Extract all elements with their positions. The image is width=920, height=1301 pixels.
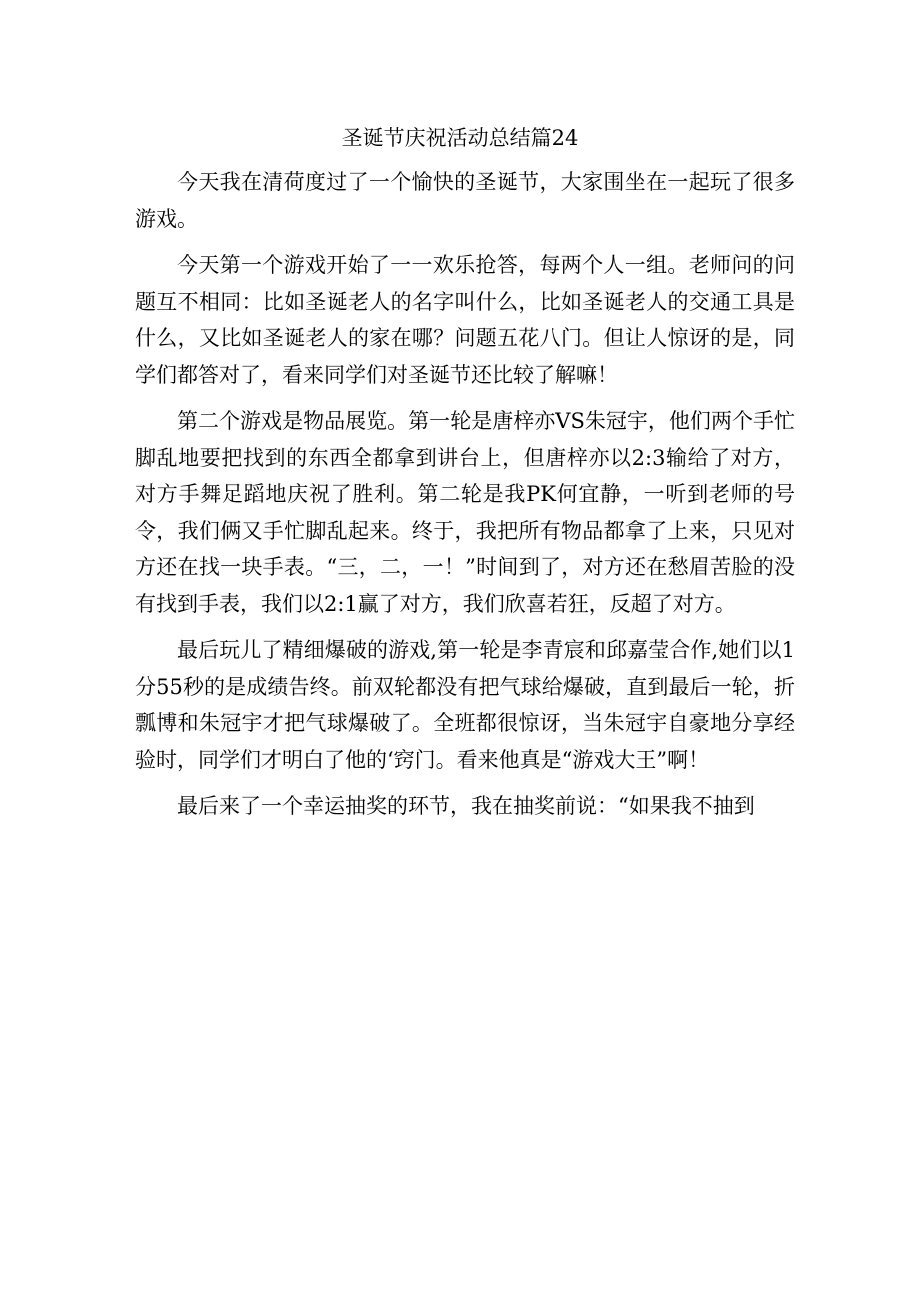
paragraph: 最后来了一个幸运抽奖的环节，我在抽奖前说：“如果我不抽到: [177, 794, 755, 818]
document-body: [135, 164, 795, 835]
paragraph: 第二个游戏是物品展览。第一轮是唐梓亦VS朱冠宇，他们两个手忙脚乱地要把找到的东西全都拿到讲台上，但唐梓亦以2:3输给了对方，对方手舞足蹈地庆祝了胜利。第二轮是我PK何宜静，一听到老师的号令，我们俩又手忙脚乱起来。终于，我把所有物品都拿了上来，只见对方还在找一块手表。“三，二，一！”时间到了，对方还在愁眉苦脸的没有找到手表，我们以2:1赢了对方，我们欣喜若狂，反超了对方。: [135, 409, 795, 616]
paragraph: 今天第一个游戏开始了一一欢乐抢答，每两个人一组。老师问的问题互不相同：比如圣诞老人的名字叫什么，比如圣诞老人的交通工具是什么，又比如圣诞老人的家在哪？问题五花八门。但让人惊讶的是，同学们都答对了，看来同学们对圣诞节还比较了解嘛！: [135, 253, 795, 387]
paragraph: 最后玩儿了精细爆破的游戏,第一轮是李青宸和邱嘉莹合作,她们以1分55秒的是成绩告终。前双轮都没有把气球给爆破，直到最后一轮，折瓢博和朱冠宇才把气球爆破了。全班都很惊讶，当朱冠宇自豪地分享经验时，同学们才明白了他的‘窍门。看来他真是“游戏大王”啊！: [135, 638, 795, 772]
document-title: 圣诞节庆祝活动总结篇24: [341, 126, 579, 150]
paragraph: 今天我在清荷度过了一个愉快的圣诞节，大家围坐在一起玩了很多游戏。: [135, 170, 795, 231]
